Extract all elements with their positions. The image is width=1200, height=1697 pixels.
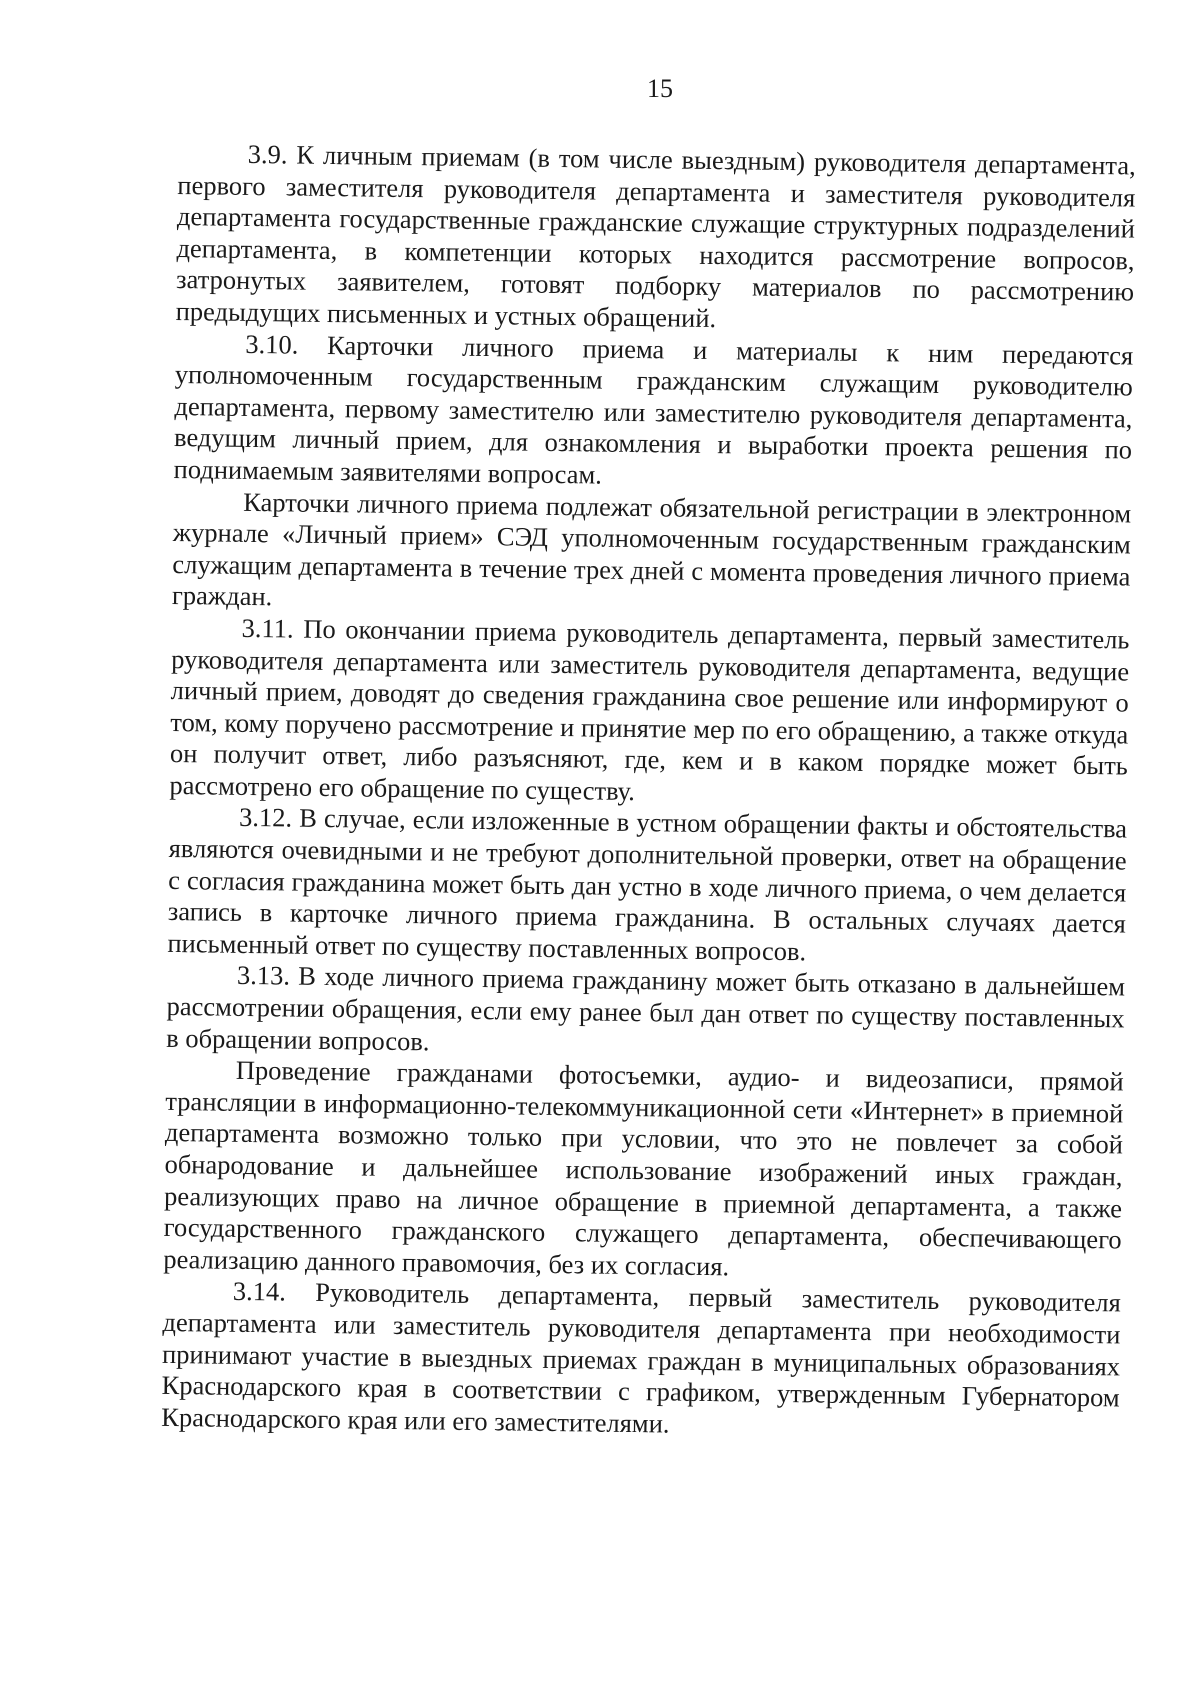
paragraph-3-11: 3.11. По окончании приема руководитель департамента, первый заместитель руководителя департамента или заместитель руководителя департамента, ведущие личный прием, доводят до сведения гражданина свое решение или информируют о том, кому поручено рассмотрение и принятие мер по его обращению, а также откуда он получит ответ, либо разъясняют, где, кем и в каком порядке может быть рассмотрено его обращение по существу. <box>169 612 1130 806</box>
paragraph-3-12: 3.12. В случае, если изложенные в устном обращении факты и обстоятельства являются очевидными и не требуют дополнительной проверки, ответ на обращение с согласия гражданина может быть дан устно в ходе личного приема, о чем делается запись в карточке личного приема гражданина. В остальных случаях дается письменный ответ по существу поставленных вопросов. <box>167 802 1128 967</box>
paragraph-3-10-registration: Карточки личного приема подлежат обязательной регистрации в электронном журнале «Личный прием» СЭД уполномоченным государственным гражданским служащим департамента в течение трех дней с момента проведения личного приема граждан. <box>171 486 1132 612</box>
paragraph-3-9: 3.9. К личным приемам (в том числе выездным) руководителя департамента, первого заместителя руководителя департамента и заместителя руководителя департамента государственные гражданские служащие структурных подразделений департамента, в компетенции которых находится рассмотрение вопросов, затронутых заявителем, готовят подборку материалов по рассмотрению предыдущих письменных и устных обращений. <box>175 138 1136 334</box>
paragraph-3-13-recording: Проведение гражданами фотосъемки, аудио- и видеозаписи, прямой трансляции в информационно-телекоммуникационной сети «Интернет» в приемной департамента возможно только при условии, что это не повлечет за собой обнародование и дальнейшее использование изображений иных граждан, реализующих право на личное обращение в приемной департамента, а также государственного гражданского служащего департамента, обеспечивающего реализацию данного правомочия, без их согласия. <box>163 1055 1124 1282</box>
page-number: 15 <box>647 74 673 103</box>
document-body <box>161 138 1136 1446</box>
paragraph-3-14: 3.14. Руководитель департамента, первый заместитель руководителя департамента или заместитель руководителя департамента при необходимости принимают участие в выездных приемах граждан в муниципальных образованиях Краснодарского края в соответствии с графиком, утвержденным Губернатором Краснодарского края или его заместителями. <box>161 1276 1122 1439</box>
paragraph-3-10: 3.10. Карточки личного приема и материалы к ним передаются уполномоченным государственным гражданским служащим руководителю департамента, первому заместителю или заместителю руководителя департамента, ведущим личный прием, для ознакомления и выработки проекта решения по поднимаемым заявителями вопросам. <box>173 328 1134 490</box>
paragraph-3-13: 3.13. В ходе личного приема гражданину может быть отказано в дальнейшем рассмотрении обращения, если ему ранее был дан ответ по существу поставленных в обращении вопросов. <box>166 960 1126 1056</box>
